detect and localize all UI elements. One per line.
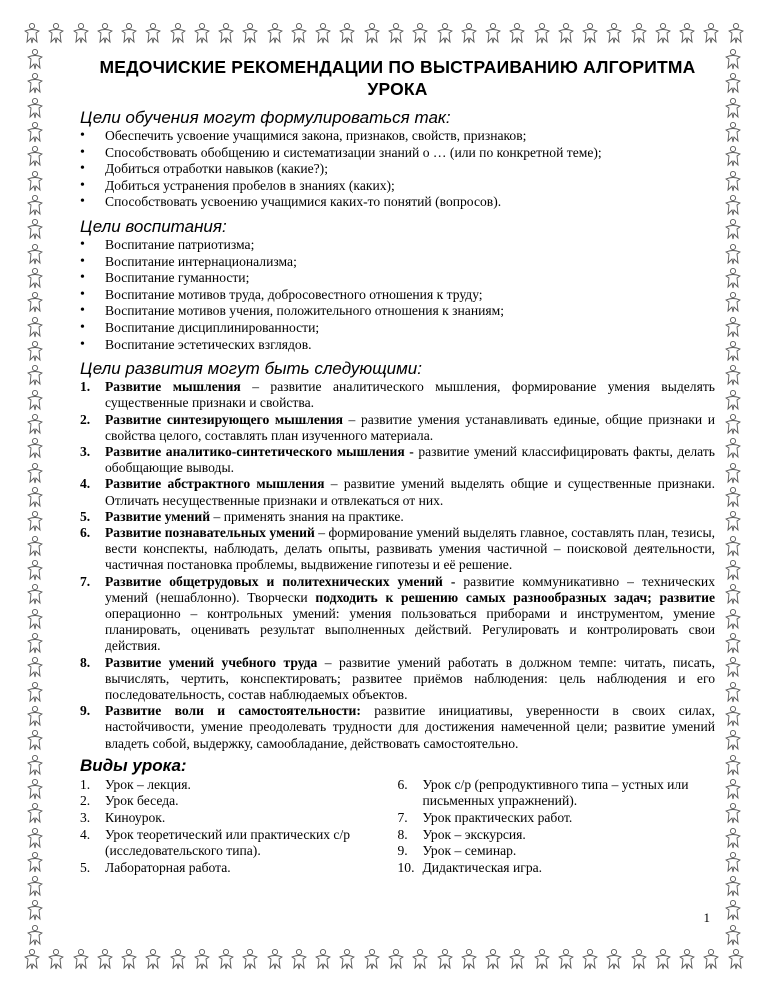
star-figure-icon	[192, 948, 212, 970]
star-figure-icon	[386, 22, 406, 44]
star-figure-icon	[25, 802, 45, 824]
star-figure-icon	[459, 22, 479, 44]
lesson-type-text: Дидактическая игра.	[422, 859, 543, 875]
lesson-types-heading: Виды урока:	[80, 755, 187, 775]
star-figure-icon	[119, 948, 139, 970]
lesson-type-text: Урок практических работ.	[422, 809, 573, 825]
star-figure-icon	[25, 145, 45, 167]
learning-goals-list	[80, 128, 715, 211]
upbringing-goal-item: • Воспитание мотивов труда, добросовестного отношения к труду;	[80, 287, 715, 304]
star-figure-icon	[95, 948, 115, 970]
upbringing-goal-item: • Воспитание гуманности;	[80, 270, 715, 287]
lesson-type-text: Урок беседа.	[105, 793, 179, 809]
star-figure-icon	[25, 875, 45, 897]
star-figure-icon	[723, 656, 743, 678]
star-figure-icon	[723, 97, 743, 119]
lesson-type-text: Урок теоретический или практических с/р (исследовательского типа).	[105, 826, 351, 859]
star-figure-icon	[723, 827, 743, 849]
star-figure-icon	[604, 22, 624, 44]
star-figure-icon	[25, 243, 45, 265]
item-description: – развитие умения устанавливать единые, общие признаки и свойства целого, составлять план изученного материала.	[105, 411, 715, 443]
star-figure-icon	[723, 851, 743, 873]
star-figure-icon	[25, 924, 45, 946]
lesson-type-text: Урок – экскурсия.	[422, 826, 526, 842]
star-figure-icon	[677, 948, 697, 970]
star-figure-icon	[25, 656, 45, 678]
lesson-type-item	[398, 810, 716, 827]
upbringing-goals-heading	[80, 217, 715, 237]
star-figure-icon	[25, 608, 45, 630]
star-figure-icon	[701, 948, 721, 970]
lesson-types-left	[80, 777, 398, 877]
star-figure-icon	[25, 72, 45, 94]
star-figure-icon	[435, 22, 455, 44]
star-figure-icon	[653, 22, 673, 44]
item-description: – развитие умений работать в должном темпе: читать, писать, вычислять, чертить, конспектировать; развитее приёмов наблюдения: цель наблюдения и его последовательность, состав наблюдаемых объектов.	[105, 654, 715, 702]
star-figure-icon	[726, 948, 746, 970]
star-figure-icon	[723, 510, 743, 532]
item-description: – формирование умений выделять главное, составлять план, тезисы, вести конспекты, наблюдать, делать опыты, развивать умения частичной – поисковой деятельности, частичная постановка проблемы, выдвижение гипотезы и её решение.	[105, 524, 715, 573]
lesson-types-right	[398, 777, 716, 877]
item-number: 5.	[80, 859, 91, 875]
star-figure-icon	[386, 948, 406, 970]
star-figure-icon	[723, 72, 743, 94]
star-figure-icon	[25, 583, 45, 605]
star-figure-icon	[95, 22, 115, 44]
star-figure-icon	[723, 194, 743, 216]
item-bold-term: Развитие абстрактного мышления	[105, 476, 325, 492]
star-figure-icon	[723, 875, 743, 897]
star-figure-icon	[313, 22, 333, 44]
lesson-type-item	[80, 827, 398, 860]
star-figure-icon	[723, 437, 743, 459]
item-description: – развитие аналитического мышления, формирование умения выделять существенные признаки и свойства.	[105, 379, 715, 411]
star-figure-icon	[25, 291, 45, 313]
star-figure-icon	[723, 486, 743, 508]
star-figure-icon	[723, 681, 743, 703]
star-figure-icon	[507, 948, 527, 970]
star-figure-icon	[337, 948, 357, 970]
star-figure-icon	[168, 948, 188, 970]
star-figure-icon	[723, 535, 743, 557]
learning-goal-item: • Добиться отработки навыков (какие?);	[80, 161, 715, 178]
star-figure-icon	[604, 948, 624, 970]
star-figure-icon	[723, 121, 743, 143]
item-number: 1.	[80, 379, 91, 395]
item-bold-term: Развитие воли и самостоятельности:	[105, 703, 361, 719]
star-figure-icon	[723, 267, 743, 289]
item-number: 8.	[397, 826, 408, 842]
star-figure-icon	[168, 22, 188, 44]
learning-goal-item: • Обеспечить усвоение учащимися закона, признаков, свойств, признаков;	[80, 128, 715, 145]
item-bold-term: Развитие умений	[105, 508, 211, 524]
star-figure-icon	[532, 948, 552, 970]
item-description-2: операционно – контрольных умений: умения пользоваться приборами и инструментом, умение планировать, оценивать результат выполненных действий. Регулировать и контролировать свои действия.	[105, 605, 715, 654]
star-figure-icon	[25, 778, 45, 800]
item-number: 6.	[80, 524, 91, 540]
star-figure-icon	[25, 754, 45, 776]
development-goal-item	[80, 525, 715, 574]
lesson-type-item	[80, 793, 398, 810]
star-figure-icon	[25, 413, 45, 435]
star-figure-icon	[25, 632, 45, 654]
development-goal-item	[80, 444, 715, 476]
border-bottom	[22, 946, 746, 972]
star-figure-icon	[119, 22, 139, 44]
star-figure-icon	[46, 948, 66, 970]
border-left	[22, 48, 48, 946]
star-figure-icon	[723, 583, 743, 605]
star-figure-icon	[723, 316, 743, 338]
item-number: 10.	[397, 859, 415, 875]
lesson-type-item	[80, 810, 398, 827]
star-figure-icon	[723, 48, 743, 70]
item-number: 4.	[80, 476, 91, 492]
development-goal-item	[80, 509, 715, 525]
star-figure-icon	[459, 948, 479, 970]
lesson-type-text: Лабораторная работа.	[105, 859, 231, 875]
star-figure-icon	[25, 510, 45, 532]
star-figure-icon	[723, 364, 743, 386]
star-figure-icon	[723, 170, 743, 192]
star-figure-icon	[723, 389, 743, 411]
learning-goal-item: • Способствовать усвоению учащимися каких-то понятий (вопросов).	[80, 194, 715, 211]
star-figure-icon	[289, 948, 309, 970]
item-bold-term: Развитие аналитико-синтетического мышления -	[105, 443, 419, 459]
star-figure-icon	[25, 194, 45, 216]
star-figure-icon	[556, 22, 576, 44]
item-bold-term-2: подходить к решению самых разнообразных задач; развитие	[315, 589, 715, 605]
star-figure-icon	[25, 389, 45, 411]
star-figure-icon	[483, 948, 503, 970]
star-figure-icon	[723, 462, 743, 484]
star-figure-icon	[362, 948, 382, 970]
star-figure-icon	[25, 267, 45, 289]
star-figure-icon	[580, 948, 600, 970]
star-figure-icon	[629, 22, 649, 44]
star-figure-icon	[22, 948, 42, 970]
star-figure-icon	[362, 22, 382, 44]
star-figure-icon	[723, 218, 743, 240]
star-figure-icon	[25, 218, 45, 240]
star-figure-icon	[25, 559, 45, 581]
star-figure-icon	[25, 121, 45, 143]
star-figure-icon	[653, 948, 673, 970]
star-figure-icon	[580, 22, 600, 44]
lesson-type-text: Киноурок.	[105, 809, 166, 825]
star-figure-icon	[25, 437, 45, 459]
star-figure-icon	[240, 22, 260, 44]
item-bold-term: Развитие познавательных умений	[105, 524, 315, 540]
upbringing-goal-item: • Воспитание мотивов учения, положительного отношения к знаниям;	[80, 303, 715, 320]
star-figure-icon	[410, 948, 430, 970]
item-number: 4.	[80, 826, 91, 842]
star-figure-icon	[723, 340, 743, 362]
star-figure-icon	[723, 754, 743, 776]
item-bold-term: Развитие синтезирующего мышления	[105, 411, 343, 427]
item-number: 3.	[80, 809, 91, 825]
document-body	[80, 56, 715, 876]
star-figure-icon	[532, 22, 552, 44]
star-figure-icon	[723, 802, 743, 824]
lesson-type-item	[398, 843, 716, 860]
star-figure-icon	[71, 22, 91, 44]
star-figure-icon	[192, 22, 212, 44]
learning-goal-item: • Способствовать обобщению и систематизации знаний о … (или по конкретной теме);	[80, 145, 715, 162]
star-figure-icon	[629, 948, 649, 970]
item-number: 6.	[397, 776, 408, 792]
star-figure-icon	[265, 22, 285, 44]
development-goal-item	[80, 379, 715, 411]
lesson-type-item	[398, 827, 716, 844]
upbringing-heading-text: Цели воспитания:	[80, 216, 227, 236]
star-figure-icon	[25, 827, 45, 849]
star-figure-icon	[723, 899, 743, 921]
item-number: 7.	[80, 573, 91, 589]
star-figure-icon	[701, 22, 721, 44]
star-figure-icon	[726, 22, 746, 44]
lesson-type-item	[398, 860, 716, 877]
star-figure-icon	[25, 48, 45, 70]
star-figure-icon	[25, 535, 45, 557]
star-figure-icon	[723, 705, 743, 727]
star-figure-icon	[483, 22, 503, 44]
development-goals-heading: Цели развития могут быть следующими:	[80, 359, 422, 379]
item-number: 9.	[397, 843, 408, 859]
star-figure-icon	[25, 170, 45, 192]
item-number: 1.	[80, 776, 91, 792]
star-figure-icon	[25, 486, 45, 508]
lesson-type-text: Урок с/р (репродуктивного типа – устных или письменных упражнений).	[422, 776, 689, 809]
star-figure-icon	[25, 851, 45, 873]
upbringing-goals-list	[80, 237, 715, 353]
lesson-types-columns	[80, 777, 715, 877]
item-description: – применять знания на практике.	[210, 508, 404, 524]
star-figure-icon	[556, 948, 576, 970]
lesson-type-item	[80, 860, 398, 877]
star-figure-icon	[723, 729, 743, 751]
star-figure-icon	[265, 948, 285, 970]
item-number: 2.	[80, 411, 91, 427]
star-figure-icon	[25, 681, 45, 703]
star-figure-icon	[25, 340, 45, 362]
development-goals-list	[80, 379, 715, 752]
star-figure-icon	[289, 22, 309, 44]
development-goal-item	[80, 574, 715, 655]
lesson-type-text: Урок – семинар.	[422, 843, 517, 859]
star-figure-icon	[46, 22, 66, 44]
star-figure-icon	[313, 948, 333, 970]
star-figure-icon	[677, 22, 697, 44]
development-goal-item	[80, 412, 715, 444]
star-figure-icon	[723, 778, 743, 800]
development-goal-item	[80, 476, 715, 508]
item-number: 7.	[397, 809, 408, 825]
item-bold-term: Развитие мышления	[105, 379, 241, 395]
item-description: развитие коммуникативно – технических умений (нешаблонно). Творчески	[105, 573, 715, 605]
lesson-type-item	[80, 777, 398, 794]
star-figure-icon	[143, 948, 163, 970]
border-top	[22, 20, 746, 46]
star-figure-icon	[25, 705, 45, 727]
star-figure-icon	[723, 291, 743, 313]
upbringing-goal-item: • Воспитание патриотизма;	[80, 237, 715, 254]
star-figure-icon	[71, 948, 91, 970]
item-number: 2.	[80, 793, 91, 809]
star-figure-icon	[25, 899, 45, 921]
item-number: 8.	[80, 654, 91, 670]
star-figure-icon	[25, 462, 45, 484]
star-figure-icon	[25, 316, 45, 338]
star-figure-icon	[723, 559, 743, 581]
star-figure-icon	[723, 924, 743, 946]
star-figure-icon	[216, 948, 236, 970]
item-description: – развитие умений выделять общие и существенные признаки. Отличать несущественные признаки и отвлекаться от них.	[105, 476, 715, 508]
star-figure-icon	[22, 22, 42, 44]
star-figure-icon	[723, 632, 743, 654]
star-figure-icon	[410, 22, 430, 44]
item-number: 9.	[80, 703, 91, 719]
star-figure-icon	[25, 729, 45, 751]
star-figure-icon	[240, 948, 260, 970]
star-figure-icon	[216, 22, 236, 44]
star-figure-icon	[337, 22, 357, 44]
page-number: 1	[703, 910, 710, 925]
lesson-type-item	[398, 777, 716, 810]
item-number: 3.	[80, 443, 91, 459]
star-figure-icon	[143, 22, 163, 44]
page-title: МЕДОЧИСКИЕ РЕКОМЕНДАЦИИ ПО ВЫСТРАИВАНИЮ АЛГОРИТМА УРОКА	[99, 57, 696, 99]
item-bold-term: Развитие умений учебного труда	[105, 654, 318, 670]
item-bold-term: Развитие общетрудовых и политехнических умений -	[105, 573, 464, 589]
star-figure-icon	[25, 364, 45, 386]
star-figure-icon	[507, 22, 527, 44]
star-figure-icon	[435, 948, 455, 970]
star-figure-icon	[723, 243, 743, 265]
star-figure-icon	[25, 97, 45, 119]
item-description: развитие инициативы, уверенности в своих силах, настойчивости, умение преодолевать трудности для достижения намеченной цели; развитие умений владеть собой, выдержку, самообладание, действовать самостоятельно.	[105, 703, 716, 751]
item-number: 5.	[80, 508, 91, 524]
upbringing-goal-item: • Воспитание эстетических взглядов.	[80, 337, 715, 354]
star-figure-icon	[723, 413, 743, 435]
item-description: развитие умений классифицировать факты, делать обобщающие выводы.	[105, 443, 715, 476]
development-goal-item	[80, 703, 715, 752]
lesson-type-text: Урок – лекция.	[105, 776, 191, 792]
learning-goal-item: • Добиться устранения пробелов в знаниях (каких);	[80, 178, 715, 195]
star-figure-icon	[723, 608, 743, 630]
upbringing-goal-item: • Воспитание интернационализма;	[80, 254, 715, 271]
learning-goals-heading: Цели обучения могут формулироваться так:	[80, 108, 451, 127]
upbringing-goal-item: • Воспитание дисциплинированности;	[80, 320, 715, 337]
border-right	[720, 48, 746, 946]
star-figure-icon	[723, 145, 743, 167]
development-goal-item	[80, 655, 715, 704]
